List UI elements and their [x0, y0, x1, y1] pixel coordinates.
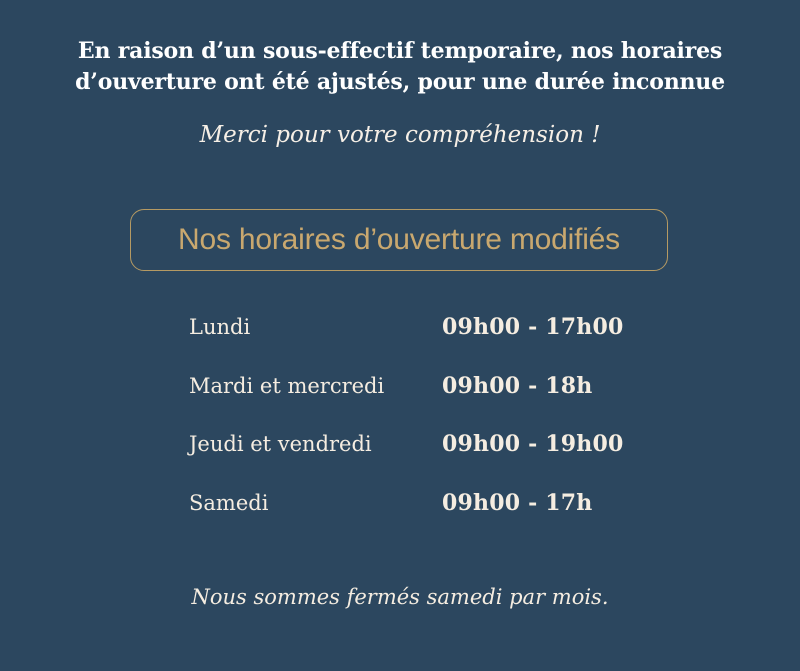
schedule-day: Lundi — [189, 315, 251, 339]
schedule-hours: 09h00 - 17h — [442, 489, 593, 516]
schedule-hours: 09h00 - 18h — [442, 372, 593, 399]
closure-footnote: Nous sommes fermés samedi par mois. — [191, 585, 609, 609]
closure-notice-line-1: En raison d’un sous-effectif temporaire, nos horaires — [77, 38, 723, 64]
schedule-day: Mardi et mercredi — [189, 373, 385, 398]
schedule-day: Jeudi et vendredi — [189, 432, 372, 456]
hours-title: Nos horaires d’ouverture modifiés — [178, 223, 620, 256]
closure-notice — [40, 36, 760, 98]
schedule-hours: 09h00 - 17h00 — [442, 314, 624, 340]
schedule-list — [189, 308, 649, 542]
closure-notice-line-2: d’ouverture ont été ajustés, pour une durée inconnue — [75, 69, 725, 95]
schedule-row — [189, 367, 649, 426]
schedule-row — [189, 308, 649, 367]
schedule-row — [189, 425, 649, 484]
schedule-row — [189, 484, 649, 543]
schedule-day: Samedi — [189, 490, 269, 515]
schedule-hours: 09h00 - 19h00 — [442, 431, 624, 457]
hours-title-frame — [130, 209, 668, 271]
thanks-message: Merci pour votre compréhension ! — [199, 122, 601, 148]
